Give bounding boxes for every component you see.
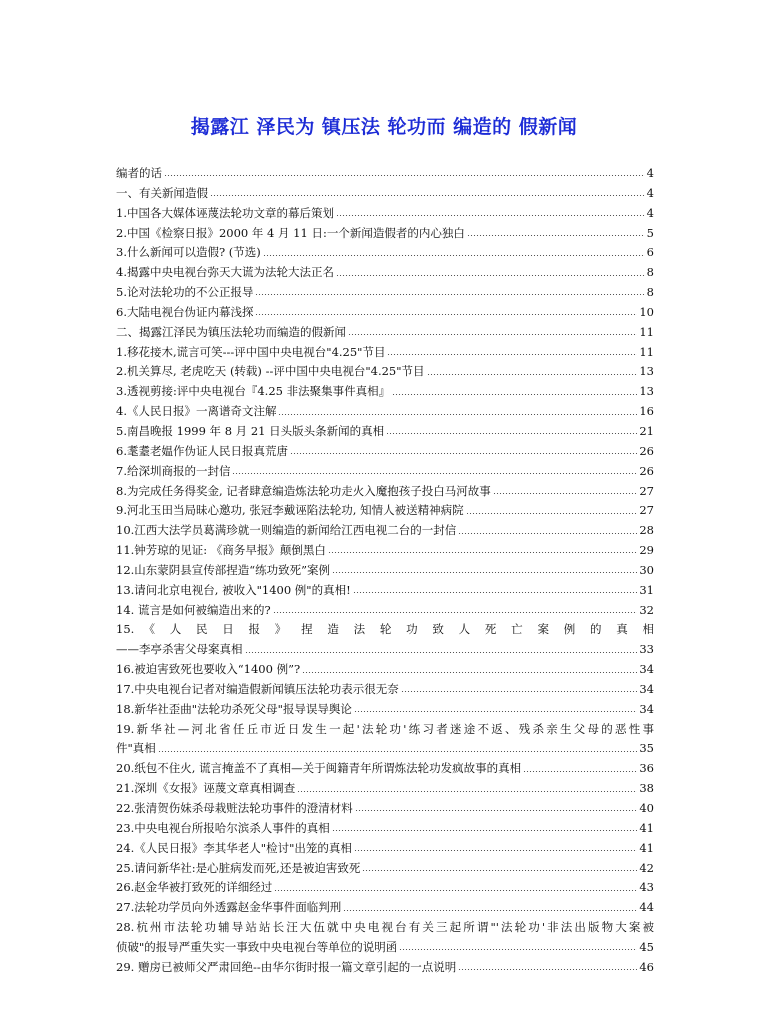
toc-page-number: 27 [639,483,654,498]
toc-page-number: 11 [639,344,654,359]
toc-entry[interactable] [116,521,654,541]
toc-entry[interactable] [116,283,654,303]
toc-entry[interactable] [116,601,654,621]
toc-entry-title: 1.中国各大媒体诬蔑法轮功文章的幕后策划 [116,205,334,220]
toc-page-number: 31 [639,582,654,597]
toc-page-number: 8 [646,265,654,280]
toc-entry-title: 6.耄耋老媪作伪证人民日报真荒唐 [116,443,288,458]
toc-entry-title-continued: 侦破"的报导严重失实一事致中央电视台等单位的说明函 [116,939,398,954]
toc-page-number: 10 [639,304,654,319]
toc-entry-title: 8.为完成任务得奖金, 记者肆意编造炼法轮功走火入魔抱孩子投白马河故事 [116,483,491,498]
toc-entry-title: 1.移花接木,谎言可笑---评中国中央电视台"4.25"节目 [116,344,386,359]
toc-page-number: 36 [639,761,654,776]
toc-page-number: 41 [639,840,654,855]
toc-entry[interactable] [116,501,654,521]
toc-page-number: 45 [639,939,654,954]
toc-entry-title: 一、有关新闻造假 [116,185,208,200]
dot-leader [458,969,637,970]
toc-entry-title: 21.深圳《女报》诬蔑文章真相调查 [116,781,296,796]
dot-leader [274,890,637,891]
dot-leader [523,771,637,772]
dot-leader [386,433,637,434]
toc-page-number: 43 [639,880,654,895]
dot-leader [354,850,637,851]
dot-leader [210,195,645,196]
toc-page-number: 26 [639,463,654,478]
toc-entry-title: 3.透视剪接:评中央电视台『4.25 非法聚集事件真相』 [116,384,391,399]
dot-leader [328,552,638,553]
dot-leader [232,473,637,474]
dot-leader [467,235,645,236]
toc-page-number: 21 [639,423,654,438]
toc-page-number: 35 [639,741,654,756]
dot-leader [427,374,638,375]
toc-entry[interactable] [116,402,654,422]
toc-entry[interactable] [116,303,654,323]
dot-leader [302,672,637,673]
toc-page-number: 33 [639,642,654,657]
dot-leader [290,453,637,454]
dot-leader [387,354,637,355]
toc-page-number: 34 [639,701,654,716]
dot-leader [355,810,638,811]
toc-page-number: 40 [639,801,654,815]
dot-leader [245,652,638,653]
dot-leader [348,334,637,335]
toc-entry-title: 26.赵金华被打致死的详细经过 [116,880,273,895]
toc-entry-title: 5.论对法轮功的不公正报导 [116,285,254,300]
toc-entry-title: 7.给深圳商报的一封信 [116,463,231,478]
toc-page-number: 26 [639,443,654,458]
toc-entry-title: 11.钟芳琼的见证: 《商务早报》颠倒黑白 [116,543,326,558]
document-title: 揭露江 泽民为 镇压法 轮功而 编造的 假新闻 [190,116,578,138]
toc-entry[interactable] [116,918,654,958]
toc-entry-title: 2.中国《检察日报》2000 年 4 月 11 日:一个新闻造假者的内心独白 [116,225,465,240]
toc-entry[interactable] [116,660,654,680]
toc-entry-title: 19.新华社—河北省任丘市近日发生一起'法轮功'练习者迷途不返、残杀亲生父母的恶性事 [116,721,654,736]
dot-leader [399,949,637,950]
toc-entry[interactable] [116,700,654,720]
toc-entry-title: 5.南昌晚报 1999 年 8 月 21 日头版头条新闻的真相 [116,423,385,438]
dot-leader [343,910,637,911]
dot-leader [297,791,637,792]
toc-entry[interactable] [116,878,654,898]
dot-leader [354,711,637,712]
toc-entry-title: 15. 《 人 民 日 报 》 捏 造 法 轮 功 致 人 死 亡 案 例 的 真 相 [116,622,654,637]
toc-entry[interactable] [116,759,654,779]
toc-entry-title: 29. 赠房已被师父严肃回绝--由华尔街时报一篇文章引起的一点说明 [116,959,457,974]
toc-entry-title: 27.法轮功学员向外透露赵金华事件面临判刑 [116,900,342,915]
toc-page-number: 6 [646,245,654,260]
toc-entry-title: 4.揭露中央电视台弥天大谎为法轮大法正名 [116,265,334,280]
toc-entry-title: 24.《人民日报》李其华老人"检讨"出笼的真相 [116,840,352,855]
toc-entry[interactable] [116,263,654,283]
dot-leader [263,255,645,256]
toc-entry[interactable] [116,323,654,343]
toc-page-number: 46 [639,959,654,974]
toc-page-number: 5 [646,225,654,240]
toc-page-number: 38 [639,781,654,796]
toc-entry-title: 10.江西大法学员葛满珍就一则编造的新闻给江西电视二台的一封信 [116,523,457,538]
toc-entry[interactable] [116,620,654,660]
toc-entry-title: 编者的话 [116,166,162,180]
dot-leader [493,493,638,494]
toc-entry[interactable] [116,462,654,482]
toc-entry-title: 9.河北玉田当局昧心邀功, 张冠李戴诬陷法轮功, 知情人被送精神病院 [116,503,464,518]
toc-entry[interactable] [116,859,654,879]
toc-entry[interactable] [116,224,654,244]
dot-leader [332,830,638,831]
toc-entry-title-continued: ——李亭杀害父母案真相 [116,642,243,657]
toc-entry[interactable] [116,839,654,859]
toc-page-number: 42 [639,860,654,875]
toc-entry-title: 2.机关算尽, 老虎吃天 (转载) --评中国中央电视台"4.25"节目 [116,364,425,379]
toc-entry[interactable] [116,541,654,561]
toc-entry[interactable] [116,799,654,819]
toc-entry[interactable] [116,382,654,402]
toc-page-number: 32 [639,602,654,617]
toc-entry[interactable] [116,561,654,581]
toc-page-number: 8 [646,285,654,300]
dot-leader [362,870,637,871]
toc-entry-title: 6.大陆电视台伪证内幕浅探 [116,304,254,319]
toc-entry-title: 4.《人民日报》一离谱奇文注解 [116,404,277,419]
toc-entry-title: 二、揭露江泽民为镇压法轮功而编造的假新闻 [116,324,346,339]
dot-leader [164,175,645,176]
dot-leader [466,513,638,514]
dot-leader [278,414,637,415]
dot-leader [332,572,637,573]
toc-page-number: 34 [639,662,654,677]
toc-entry[interactable] [116,720,654,760]
dot-leader [273,612,638,613]
toc-page-number: 13 [639,364,654,379]
toc-page-number: 4 [646,185,654,200]
toc-entry-title: 12.山东蒙阴县宣传部捏造“练功致死”案例 [116,562,331,577]
toc-page-number: 11 [639,324,654,339]
toc-entry[interactable] [116,164,654,184]
toc-entry[interactable] [116,343,654,363]
toc-page-number: 30 [639,562,654,577]
toc-entry-title: 17.中央电视台记者对编造假新闻镇压法轮功表示很无奈 [116,681,399,696]
toc-entry-title: 18.新华社歪曲"法轮功杀死父母"报导误导舆论 [116,701,352,716]
toc-entry-title: 14. 谎言是如何被编造出来的? [116,602,271,617]
dot-leader [392,394,637,395]
toc-entry[interactable] [116,898,654,918]
toc-entry[interactable] [116,243,654,263]
toc-entry-title: 28.杭州市法轮功辅导站站长汪大伍就中央电视台有关三起所谓"'法轮功'非法出版物大案被 [116,920,654,935]
toc-page-number: 34 [639,681,654,696]
dot-leader [458,533,637,534]
toc-entry[interactable] [116,422,654,442]
dot-leader [336,215,645,216]
dot-leader [401,691,638,692]
toc-entry[interactable] [116,680,654,700]
toc-entry-title: 23.中央电视台所报哈尔滨杀人事件的真相 [116,820,330,835]
toc-entry[interactable] [116,779,654,799]
toc-entry-title: 13.请问北京电视台, 被收入"1400 例"的真相! [116,582,351,597]
toc-entry[interactable] [116,204,654,224]
toc-page-number: 13 [639,384,654,399]
toc-page-number: 16 [639,404,654,419]
dot-leader [158,751,638,752]
toc-page-number: 4 [646,166,654,180]
toc-page-number: 4 [646,205,654,220]
toc-page-number: 29 [639,543,654,558]
dot-leader [255,294,644,295]
toc-entry-title-continued: 件"真相 [116,741,156,756]
toc-page-number: 41 [639,820,654,835]
toc-entry-title: 20.纸包不住火, 谎言掩盖不了真相—关于闽籍青年所谓炼法轮功发疯故事的真相 [116,761,522,776]
dot-leader [336,275,645,276]
toc-entry[interactable] [116,581,654,601]
toc-entry-title: 22.张清贺伤妹杀母栽赃法轮功事件的澄清材料 [116,801,353,815]
toc-entry-title: 3.什么新闻可以造假? (节选) [116,245,261,260]
table-of-contents [116,164,654,978]
toc-page-number: 44 [639,900,654,915]
toc-entry[interactable] [116,958,654,978]
toc-page-number: 27 [639,503,654,518]
toc-entry[interactable] [116,184,654,204]
toc-entry-title: 16.被迫害致死也要收入“1400 例”? [116,662,301,677]
toc-page-number: 28 [639,523,654,538]
dot-leader [353,592,638,593]
toc-entry[interactable] [116,362,654,382]
dot-leader [255,314,637,315]
toc-entry-title: 25.请问新华社:是心脏病发而死,还是被迫害致死 [116,860,361,875]
toc-entry[interactable] [116,819,654,839]
toc-entry[interactable] [116,442,654,462]
toc-entry[interactable] [116,482,654,502]
